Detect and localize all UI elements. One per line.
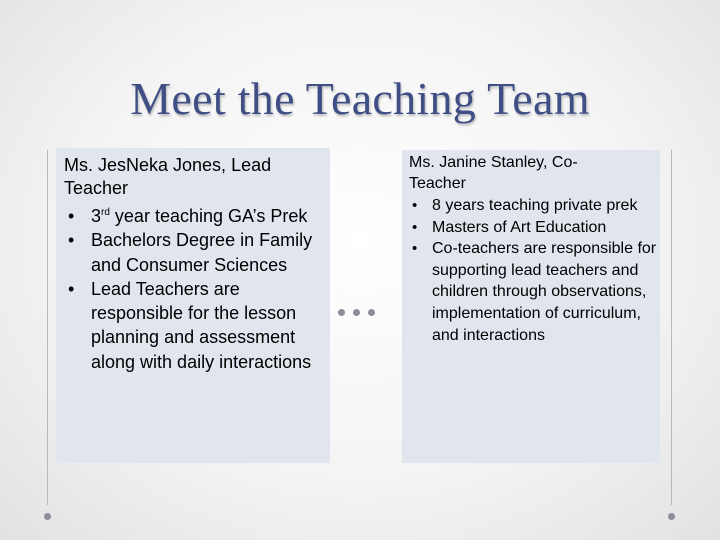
bullet-icon: • — [412, 197, 418, 214]
dot-icon — [353, 309, 360, 316]
bullet-text: 8 years teaching private prek — [432, 197, 638, 214]
list-item — [64, 204, 328, 228]
co-teacher-name-line1: Ms. Janine Stanley, Co- — [409, 154, 578, 171]
bottom-left-dot — [44, 513, 51, 520]
lead-teacher-name — [64, 154, 326, 200]
co-teacher-name — [409, 152, 659, 194]
bullet-text: Lead Teachers are responsible for the lesson planning and assessment along with daily interactions — [91, 278, 312, 372]
bullet-icon: • — [68, 230, 75, 251]
lead-teacher-box — [56, 148, 330, 463]
dot-icon — [338, 309, 345, 316]
ordinal-suffix: rd — [101, 207, 110, 218]
bottom-right-dot — [668, 513, 675, 520]
right-decorative-line — [671, 150, 672, 505]
dot-icon — [368, 309, 375, 316]
bullet-icon: • — [412, 218, 418, 236]
bullet-icon: • — [412, 240, 418, 258]
co-teacher-box — [402, 150, 660, 463]
bullet-text: Masters of Art Education — [432, 218, 607, 236]
list-item — [409, 238, 659, 346]
lead-teacher-name-line2: Teacher — [64, 178, 129, 198]
bullet-text: Co-teachers are responsible for supporting lead teachers and children through observations, implementation of curriculum, and interactions — [432, 240, 657, 344]
list-item — [64, 228, 328, 277]
list-item — [409, 217, 659, 239]
co-teacher-bullets — [409, 195, 659, 346]
ellipsis-ornament — [338, 309, 380, 317]
bullet-text: Bachelors Degree in Family and Consumer Sciences — [91, 230, 313, 275]
left-decorative-line — [47, 150, 48, 505]
co-teacher-name-line2: Teacher — [409, 175, 466, 192]
lead-teacher-bullets — [64, 204, 328, 374]
bullet-icon: • — [68, 206, 75, 226]
lead-teacher-name-line1: Ms. JesNeka Jones, Lead — [64, 155, 272, 175]
bullet-text-prefix: 3 — [91, 206, 102, 226]
list-item — [409, 195, 659, 217]
bullet-text: year teaching GA’s Prek — [109, 206, 308, 226]
slide-title: Meet the Teaching Team — [130, 73, 590, 124]
list-item — [64, 277, 328, 374]
bullet-icon: • — [68, 278, 75, 299]
